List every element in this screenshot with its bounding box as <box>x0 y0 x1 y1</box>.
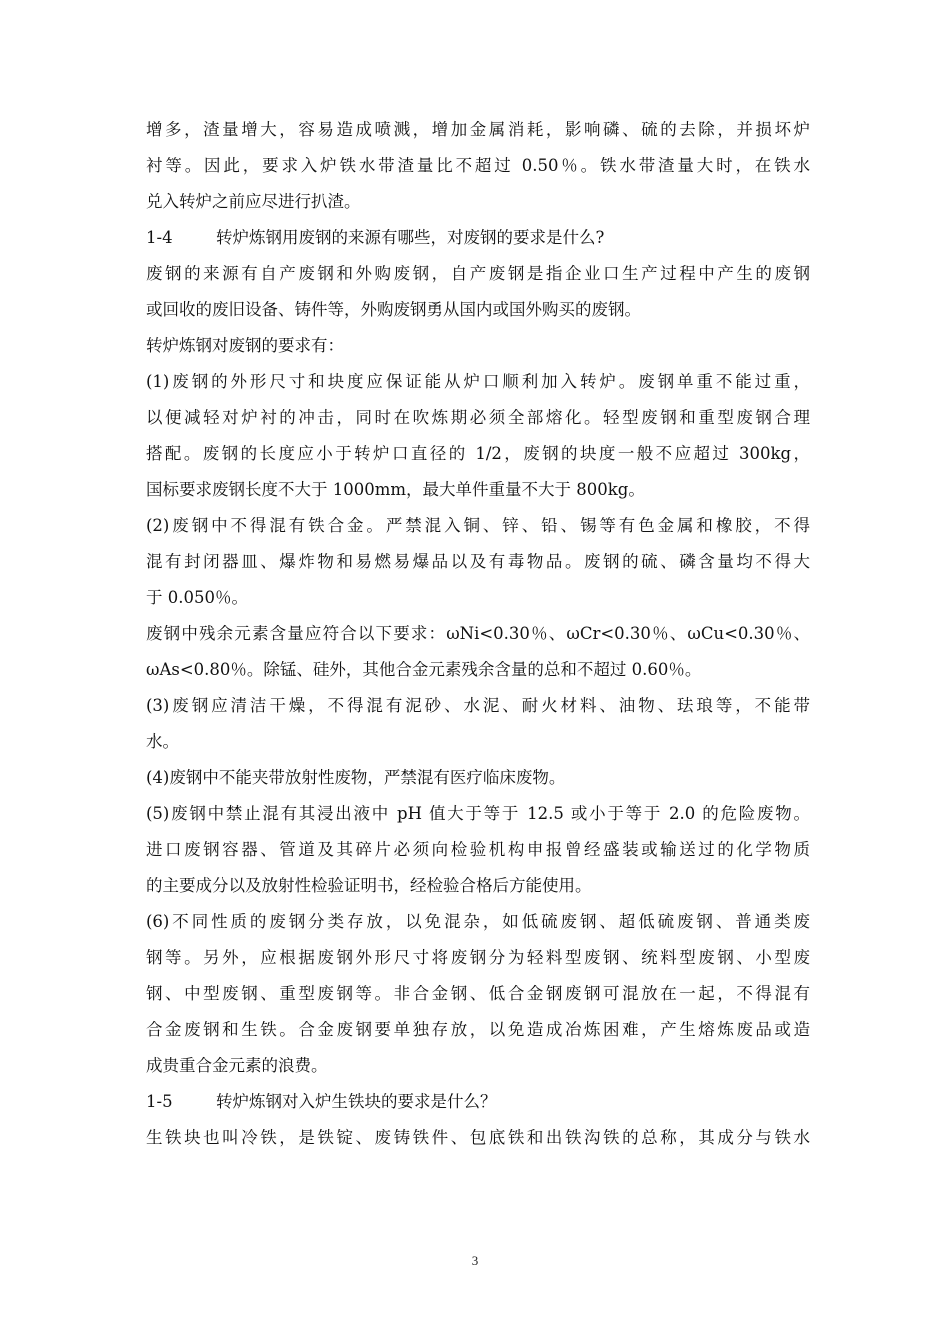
page-number: 3 <box>471 1253 479 1268</box>
question-heading <box>146 220 810 256</box>
question-number: 1-4 <box>146 228 173 247</box>
text-line: 生铁块也叫冷铁，是铁锭、废铸铁件、包底铁和出铁沟铁的总称，其成分与铁水 <box>146 1128 810 1147</box>
text-line: (6)不同性质的废钢分类存放，以免混杂，如低硫废钢、超低硫废钢、普通类废 <box>146 912 810 931</box>
text-line: 合金废钢和生铁。合金废钢要单独存放，以免造成冶炼困难，产生熔炼废品或造 <box>146 1020 810 1039</box>
text-line: 混有封闭器皿、爆炸物和易燃易爆品以及有毒物品。废钢的硫、磷含量均不得大 <box>146 552 810 571</box>
text-line: 以便减轻对炉衬的冲击，同时在吹炼期必须全部熔化。轻型废钢和重型废钢合理 <box>146 408 810 427</box>
question-text: 转炉炼钢对入炉生铁块的要求是什么？ <box>216 1092 497 1111</box>
question-number: 1-5 <box>146 1092 173 1111</box>
text-line: 或回收的废旧设备、铸件等，外购废钢勇从国内或国外购买的废钢。 <box>146 300 641 319</box>
question-heading <box>146 1084 810 1120</box>
text-line: 成贵重合金元素的浪费。 <box>146 1056 328 1075</box>
text-line: 于 0.050％。 <box>146 588 248 607</box>
text-line: 转炉炼钢对废钢的要求有： <box>146 336 344 355</box>
text-line: (2)废钢中不得混有铁合金。严禁混入铜、锌、铅、锡等有色金属和橡胶，不得 <box>146 516 810 535</box>
text-line: 衬等。因此，要求入炉铁水带渣量比不超过 0.50％。铁水带渣量大时，在铁水 <box>146 156 810 175</box>
text-line: (4)废钢中不能夹带放射性废物，严禁混有医疗临床废物。 <box>146 768 566 787</box>
text-line: 增多，渣量增大，容易造成喷溅，增加金属消耗，影响磷、硫的去除，并损坏炉 <box>146 120 810 139</box>
text-line: 废钢中残余元素含量应符合以下要求：ωNi<0.30％、ωCr<0.30％、ωCu<0.30％、 <box>146 624 810 643</box>
text-line: 废钢的来源有自产废钢和外购废钢，自产废钢是指企业口生产过程中产生的废钢 <box>146 264 810 283</box>
body-text <box>146 112 810 1156</box>
text-line: 水。 <box>146 732 179 751</box>
text-line: (5)废钢中禁止混有其浸出液中 pH 值大于等于 12.5 或小于等于 2.0 的危险废物。 <box>146 804 810 823</box>
text-line: ωAs<0.80％。除锰、硅外，其他合金元素残余含量的总和不超过 0.60％。 <box>146 660 702 679</box>
text-line: 进口废钢容器、管道及其碎片必须向检验机构申报曾经盛装或输送过的化学物质 <box>146 840 810 859</box>
question-text: 转炉炼钢用废钢的来源有哪些，对废钢的要求是什么? <box>216 228 605 247</box>
text-line: (3)废钢应清洁干燥，不得混有泥砂、水泥、耐火材料、油物、珐琅等，不能带 <box>146 696 810 715</box>
text-line: 钢等。另外，应根据废钢外形尺寸将废钢分为轻料型废钢、统料型废钢、小型废 <box>146 948 810 967</box>
text-line: 的主要成分以及放射性检验证明书，经检验合格后方能使用。 <box>146 876 592 895</box>
text-line: 兑入转炉之前应尽进行扒渣。 <box>146 192 361 211</box>
text-line: 钢、中型废钢、重型废钢等。非合金钢、低合金钢废钢可混放在一起，不得混有 <box>146 984 810 1003</box>
text-line: 搭配。废钢的长度应小于转炉口直径的 1/2，废钢的块度一般不应超过 300kg， <box>146 444 810 463</box>
text-line: (1)废钢的外形尺寸和块度应保证能从炉口顺利加入转炉。废钢单重不能过重， <box>146 372 810 391</box>
text-line: 国标要求废钢长度不大于 1000mm，最大单件重量不大于 800kg。 <box>146 480 645 499</box>
